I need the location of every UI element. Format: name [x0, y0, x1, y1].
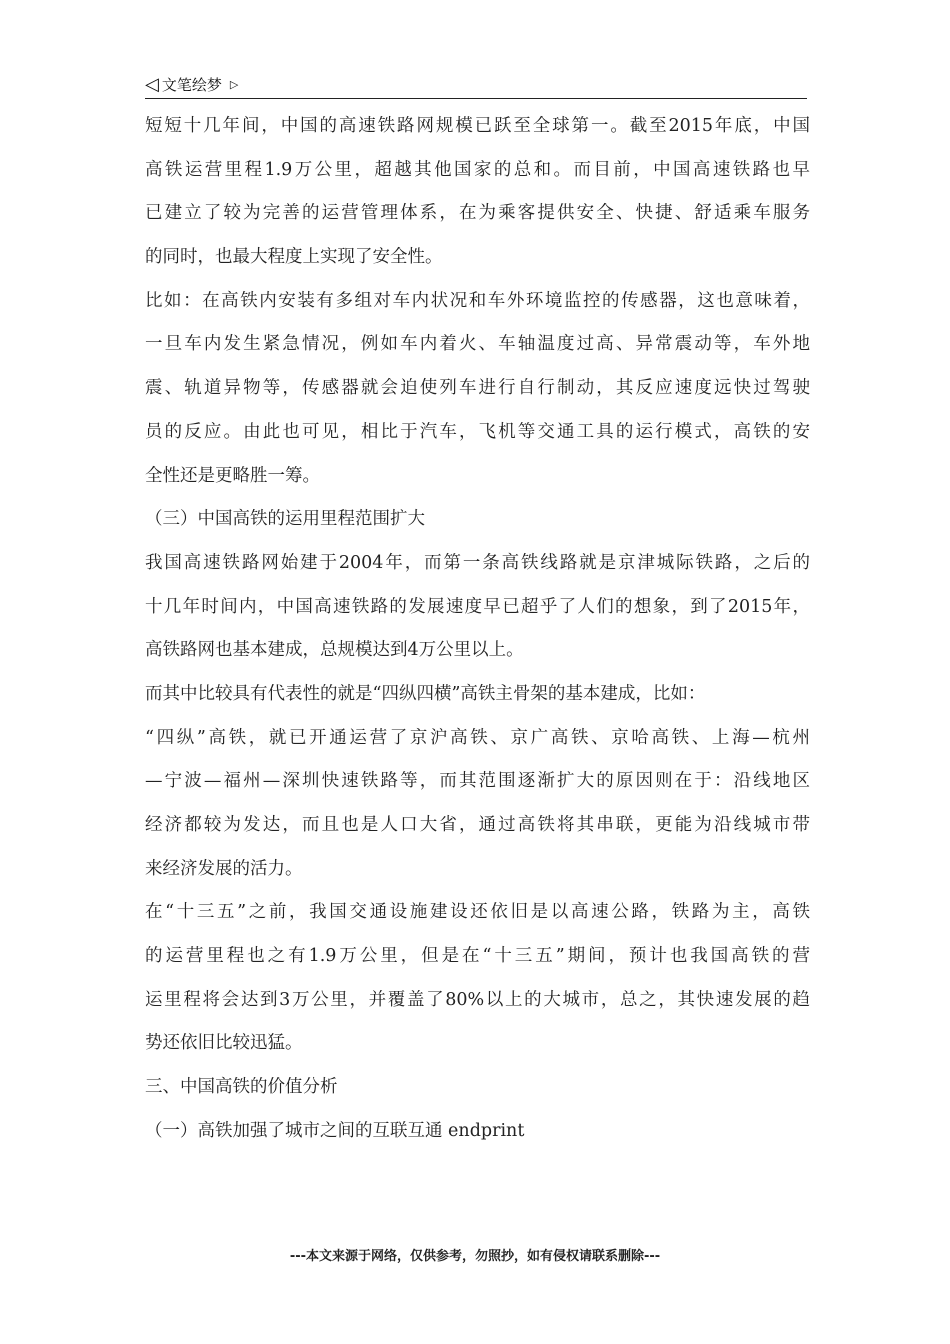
- document-body: [145, 112, 810, 1161]
- text-line: 的运营里程也之有1.9万公里，但是在“十三五”期间，预计也我国高铁的营: [145, 946, 810, 967]
- text-line: 十几年时间内，中国高速铁路的发展速度早已超乎了人们的想象，到了2015年，: [145, 596, 810, 617]
- text-line: 我国高速铁路网始建于2004年，而第一条高铁线路就是京津城际铁路，之后的: [145, 552, 810, 573]
- text-line: 势还依旧比较迅猛。: [145, 1033, 303, 1054]
- paragraph-3: [145, 549, 810, 680]
- text-line: 经济都较为发达，而且也是人口大省，通过高铁将其串联，更能为沿线城市带: [145, 815, 810, 835]
- text-line: 已建立了较为完善的运营管理体系，在为乘客提供安全、快捷、舒适乘车服务: [145, 203, 810, 224]
- text-line: 高铁路网也基本建成，总规模达到4万公里以上。: [145, 640, 524, 661]
- text-line: 全性还是更略胜一筹。: [145, 465, 320, 486]
- text-line: 一旦车内发生紧急情况，例如车内着火、车轴温度过高、异常震动等，车外地: [145, 334, 810, 355]
- paragraph-1: [145, 287, 810, 505]
- page-footer: ---本文来源于网络，仅供参考，勿照抄，如有侵权请联系删除---: [289, 1249, 661, 1264]
- header-brand: [145, 74, 238, 95]
- text-line: 高铁运营里程1.9万公里，超越其他国家的总和。而目前，中国高速铁路也早: [145, 159, 810, 180]
- section-heading-3: [145, 505, 810, 549]
- section-heading-1: [145, 1117, 810, 1161]
- text-line: （三）中国高铁的运用里程范围扩大: [145, 509, 425, 530]
- page-header: [145, 72, 807, 99]
- section-heading-value-analysis: [145, 1073, 810, 1117]
- text-line: 运里程将会达到3万公里，并覆盖了80%以上的大城市，总之，其快速发展的趋: [145, 989, 810, 1010]
- text-line: 震、轨道异物等，传感器就会迫使列车进行自行制动，其反应速度远快过驾驶: [145, 378, 810, 399]
- paragraph-6: [145, 898, 810, 1073]
- text-line: （一）高铁加强了城市之间的互联互通 endprint: [145, 1120, 525, 1141]
- text-line: 三、中国高铁的价值分析: [145, 1077, 338, 1098]
- text-line: 来经济发展的活力。: [145, 858, 303, 879]
- paragraph-4: [145, 680, 810, 724]
- left-triangle-icon: ◁: [145, 74, 159, 95]
- text-line: —宁波—福州—深圳快速铁路等，而其范围逐渐扩大的原因则在于：沿线地区: [145, 771, 810, 792]
- paragraph-0: [145, 112, 810, 287]
- text-line: 员的反应。由此也可见，相比于汽车，飞机等交通工具的运行模式，高铁的安: [145, 421, 810, 442]
- paragraph-5: [145, 724, 810, 899]
- text-line: 短短十几年间，中国的高速铁路网规模已跃至全球第一。截至2015年底，中国: [145, 116, 810, 136]
- text-line: 在“十三五”之前，我国交通设施建设还依旧是以高速公路，铁路为主，高铁: [145, 902, 810, 923]
- right-triangle-icon: ▷: [229, 78, 239, 91]
- text-line: 的同时，也最大程度上实现了安全性。: [145, 247, 443, 268]
- text-line: 而其中比较具有代表性的就是“四纵四横”高铁主骨架的基本建成，比如：: [145, 683, 706, 704]
- header-title: 文笔绘梦: [161, 76, 222, 94]
- text-line: “四纵”高铁，就已开通运营了京沪高铁、京广高铁、京哈高铁、上海—杭州: [145, 727, 810, 748]
- text-line: 比如：在高铁内安装有多组对车内状况和车外环境监控的传感器，这也意味着，: [145, 290, 810, 311]
